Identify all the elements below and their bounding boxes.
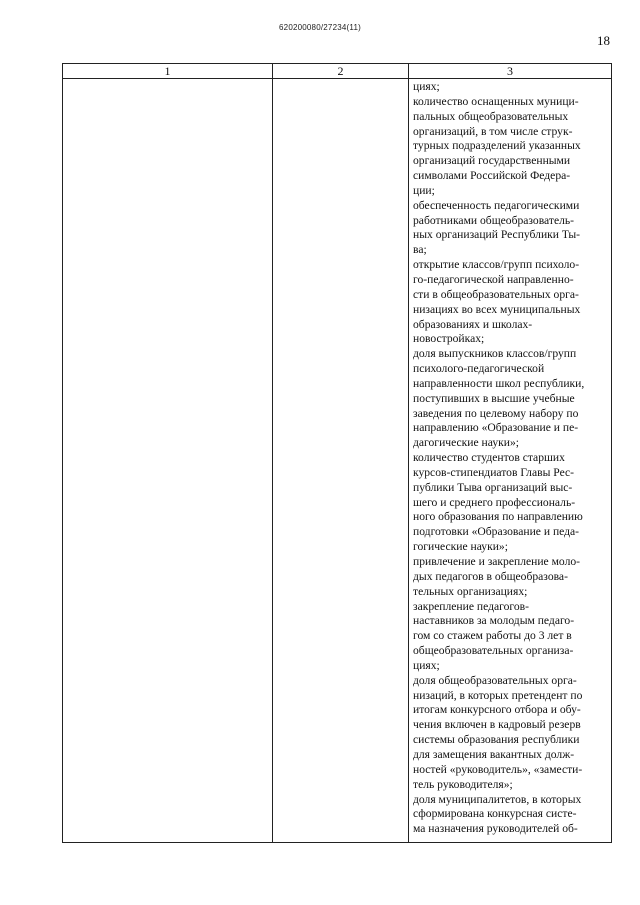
column-header-2: 2 — [273, 64, 409, 79]
text-line: низаций, в которых претендент по — [413, 688, 583, 702]
text-line: символами Российской Федера- — [413, 169, 571, 183]
text-line: заведения по целевому набору по — [413, 406, 579, 420]
text-line: для замещения вакантных долж- — [413, 747, 575, 761]
text-line: системы образования республики — [413, 733, 580, 747]
text-line: подготовки «Образование и педа- — [413, 525, 580, 539]
text-line: дагогические науки»; — [413, 436, 519, 450]
text-line: количество студентов старших — [413, 451, 565, 465]
text-line: гом со стажем работы до 3 лет в — [413, 629, 572, 643]
text-line: направленности школ республики, — [413, 376, 585, 390]
text-line: доля муниципалитетов, в которых — [413, 792, 582, 806]
text-line: тельных организациях; — [413, 584, 528, 598]
text-line: гогические науки»; — [413, 540, 508, 554]
text-line: обеспеченность педагогическими — [413, 198, 580, 212]
text-line: тель руководителя»; — [413, 777, 513, 791]
text-line: го-педагогической направленно- — [413, 272, 574, 286]
column-1-cell — [63, 79, 273, 843]
text-line: низациях во всех муниципальных — [413, 302, 581, 316]
text-line: сти в общеобразовательных орга- — [413, 287, 579, 301]
text-line: общеобразовательных организа- — [413, 644, 574, 658]
text-line: привлечение и закрепление моло- — [413, 555, 581, 568]
table-header-row — [63, 64, 612, 79]
text-line: циях; — [413, 80, 440, 93]
text-line: курсов-стипендиатов Главы Рес- — [413, 465, 575, 479]
content-table — [62, 63, 612, 843]
text-line: поступивших в высшие учебные — [413, 391, 575, 405]
text-line: турных подразделений указанных — [413, 139, 581, 153]
text-line: циях; — [413, 658, 440, 672]
text-line: организаций, в том числе струк- — [413, 124, 573, 138]
text-line: ного образования по направлению — [413, 510, 583, 524]
text-line: количество оснащенных муници- — [413, 94, 579, 108]
text-line: направлению «Образование и пе- — [413, 421, 579, 435]
text-line: чения включен в кадровый резерв — [413, 718, 581, 732]
document-code: 620200080/27234(11) — [279, 23, 361, 32]
text-line: наставников за молодым педаго- — [413, 614, 575, 628]
text-line: ностей «руководитель», «замести- — [413, 762, 583, 776]
text-line: организаций государственными — [413, 154, 571, 168]
column-2-cell — [273, 79, 409, 843]
text-line: публики Тыва организаций выс- — [413, 480, 573, 494]
text-line: открытие классов/групп психоло- — [413, 258, 580, 272]
text-line: образованиях и школах- — [413, 317, 533, 331]
text-line: ных организаций Республики Ты- — [413, 228, 581, 242]
text-line: сформирована конкурсная систе- — [413, 807, 577, 821]
text-line: психолого-педагогической — [413, 362, 545, 376]
text-line: новостройках; — [413, 332, 485, 346]
text-line: доля общеобразовательных орга- — [413, 673, 577, 687]
table-body-row — [63, 79, 612, 843]
column-header-1: 1 — [63, 64, 273, 79]
column-3-cell — [409, 79, 612, 843]
text-line: дых педагогов в общеобразова- — [413, 569, 568, 583]
text-line: ции; — [413, 183, 435, 197]
text-line: работниками общеобразователь- — [413, 213, 575, 227]
text-line: итогам конкурсного отбора и обу- — [413, 703, 581, 717]
text-line: закрепление педагогов- — [413, 599, 529, 613]
text-line: доля выпускников классов/групп — [413, 347, 577, 361]
text-line: шего и среднего профессиональ- — [413, 495, 576, 509]
page-number: 18 — [597, 33, 610, 48]
text-line: ма назначения руководителей об- — [413, 822, 578, 836]
text-line: ва; — [413, 243, 427, 257]
column-header-3: 3 — [409, 64, 612, 79]
text-line: пальных общеобразовательных — [413, 109, 569, 123]
